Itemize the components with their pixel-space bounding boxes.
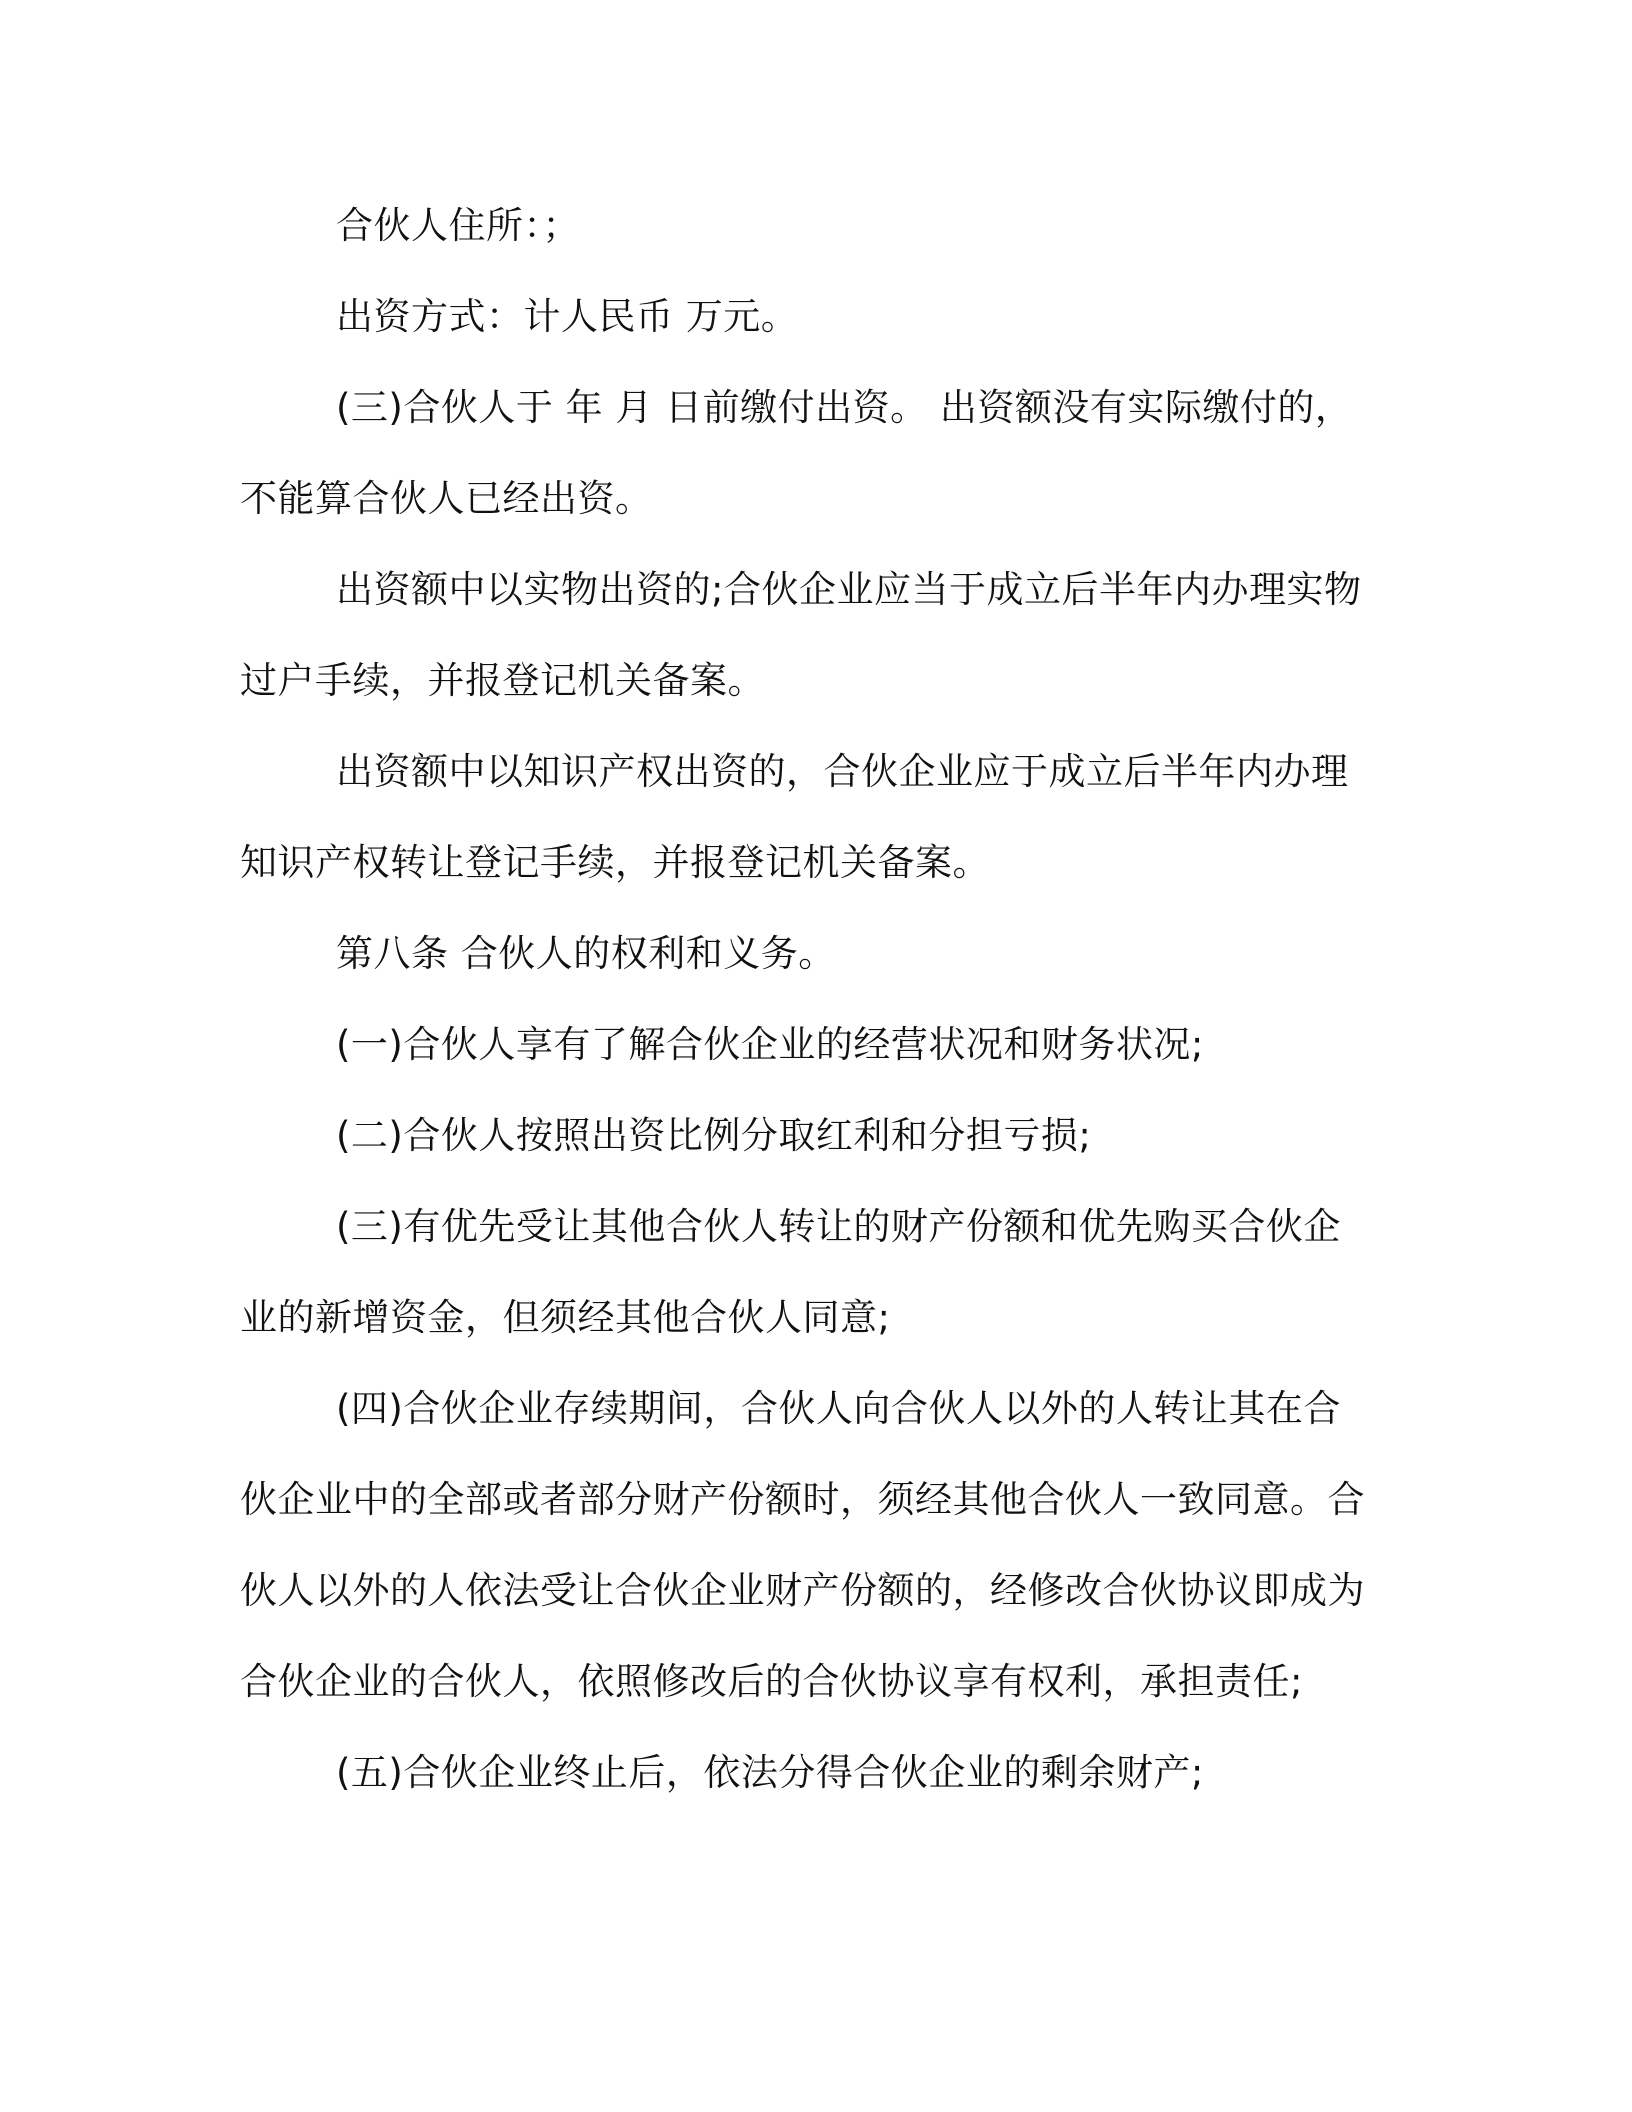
partner-address-line: 合伙人住所：； xyxy=(336,204,580,247)
document-page xyxy=(240,180,1370,1818)
right-item-5: (五)合伙企业终止后，依法分得合伙企业的剩余财产; xyxy=(336,1751,1204,1794)
right-item-3: (三)有优先受让其他合伙人转让的财产份额和优先购买合伙企业的新增资金，但须经其他合伙人同意; xyxy=(240,1205,1341,1339)
right-item-4: (四)合伙企业存续期间，合伙人向合伙人以外的人转让其在合伙企业中的全部或者部分财产份额时，须经其他合伙人一致同意。合伙人以外的人依法受让合伙企业财产份额的，经修改合伙协议即成为合伙企业的合伙人，依照修改后的合伙协议享有权利，承担责任; xyxy=(240,1387,1365,1703)
article-eight-heading: 第八条 合伙人的权利和义务。 xyxy=(336,932,836,975)
in-kind-contribution-clause: 出资额中以实物出资的;合伙企业应当于成立后半年内办理实物过户手续，并报登记机关备案。 xyxy=(240,568,1362,702)
contribution-deadline-clause: (三)合伙人于 年 月 日前缴付出资。 出资额没有实际缴付的，不能算合伙人已经出资。 xyxy=(240,386,1353,520)
contribution-method-line: 出资方式：计人民币 万元。 xyxy=(336,295,799,338)
right-item-2: (二)合伙人按照出资比例分取红利和分担亏损; xyxy=(336,1114,1092,1157)
right-item-1: (一)合伙人享有了解合伙企业的经营状况和财务状况; xyxy=(336,1023,1204,1066)
ip-contribution-clause: 出资额中以知识产权出资的，合伙企业应于成立后半年内办理知识产权转让登记手续，并报登记机关备案。 xyxy=(240,750,1349,884)
